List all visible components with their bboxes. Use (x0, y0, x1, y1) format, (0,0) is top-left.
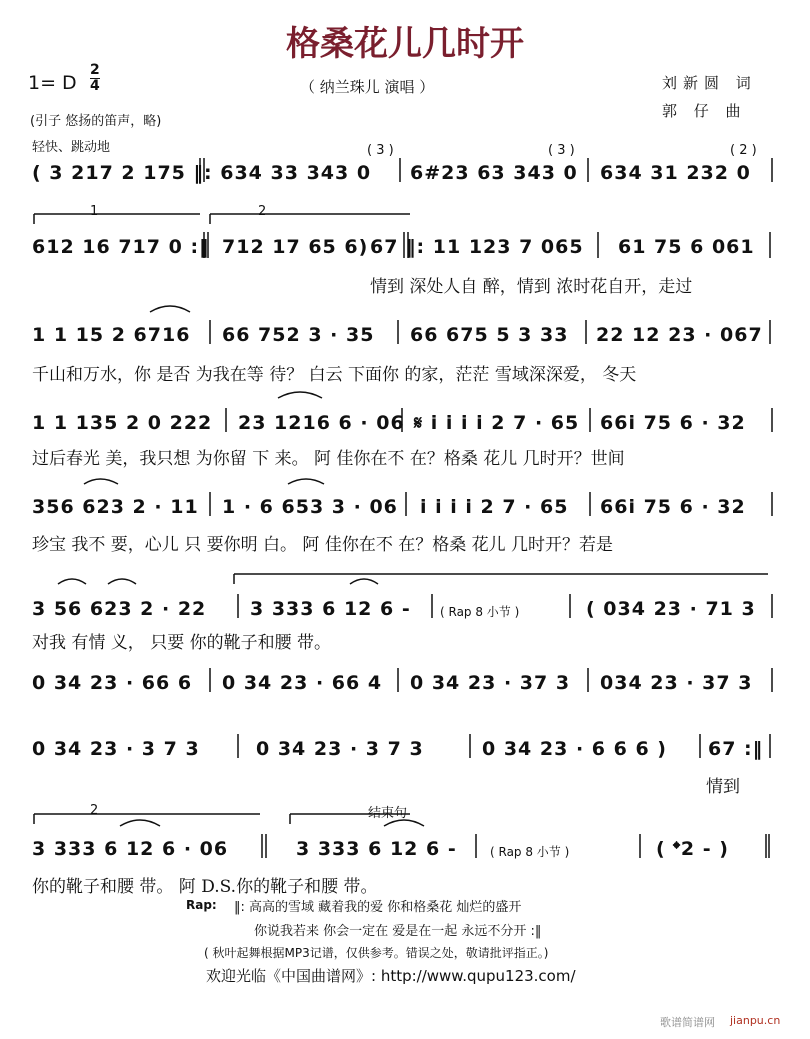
score-line-1-seg-3: 634 31 232 0 (600, 162, 751, 184)
ending-label: 结束句 (368, 806, 408, 821)
score-line-5-seg-3: i i i i 2 7 · 65 (420, 496, 569, 518)
score-line-3-seg-2: 66 752 3 · 35 (222, 324, 375, 346)
score-line-7-seg-2: 0 34 23 · 66 4 (222, 672, 383, 694)
score-line-7-seg-3: 0 34 23 · 37 3 (410, 672, 571, 694)
score-line-7-seg-4: 034 23 · 37 3 (600, 672, 753, 694)
time-signature: 2 4 (90, 62, 100, 94)
score-line-9-seg-4: ( 𝄌2 - ) (656, 838, 729, 860)
site-welcome: 欢迎光临《中国曲谱网》: http://www.qupu123.com/ (206, 967, 576, 985)
score-line-3-seg-4: 22 12 23 · 067 (596, 324, 763, 346)
volta-1-label: 1 (90, 204, 99, 219)
triplet-marker: ( 3 ) (367, 143, 394, 158)
score-line-3-seg-1: 1 1 15 2 6716 (32, 324, 191, 346)
score-line-4-seg-4: 66i 75 6 · 32 (600, 412, 746, 434)
score-line-2-seg-1: 612 16 717 0 :‖ (32, 236, 210, 258)
lyric-line-5: 对我 有情 义， 只要 你的靴子和腰 带。 (32, 633, 332, 653)
score-line-6-seg-2: 3 333 6 12 6 - (250, 598, 411, 620)
tempo-marking: 轻快、跳动地 (32, 140, 111, 155)
rap-lyric-line-1: ‖: 高高的雪域 藏着我的爱 你和格桑花 灿烂的盛开 (234, 900, 522, 915)
intro-note: (引子 悠扬的笛声，略) (30, 114, 162, 129)
score-line-5-seg-1: 356 623 2 · 11 (32, 496, 199, 518)
triplet-marker: ( 2 ) (730, 143, 757, 158)
score-line-1-seg-2: 6#23 63 343 0 (410, 162, 578, 184)
volta-2-label: 2 (90, 803, 99, 818)
score-line-2-seg-3: 67 ‖: 11 123 7 065 (370, 236, 584, 258)
score-line-6-seg-1: 3 56 623 2 · 22 (32, 598, 207, 620)
lyric-line-3: 过后春光 美，我只想 为你留 下 来。 阿 佳你在不 在？格桑 花儿 几时开？世间 (32, 449, 625, 469)
lyric-line-7: 你的靴子和腰 带。 阿 D.S.你的靴子和腰 带。 (32, 877, 378, 897)
volta-2-label: 2 (258, 204, 267, 219)
score-line-8-seg-1: 0 34 23 · 3 7 3 (32, 738, 200, 760)
score-line-5-seg-4: 66i 75 6 · 32 (600, 496, 746, 518)
watermark-url: jianpu.cn (730, 1014, 781, 1027)
rap-bars-label-2: ( Rap 8 小节 ) (490, 845, 570, 859)
score-line-3-seg-3: 66 675 5 3 33 (410, 324, 569, 346)
lyricist-credit: 刘新圆 词 (662, 74, 757, 92)
score-line-5-seg-2: 1 · 6 653 3 · 06 (222, 496, 398, 518)
rap-bars-label: ( Rap 8 小节 ) (440, 605, 520, 619)
triplet-marker: ( 3 ) (548, 143, 575, 158)
score-line-9-seg-1: 3 333 6 12 6 · 06 (32, 838, 229, 860)
score-line-4-seg-2: 23 1216 6 · 06 (238, 412, 405, 434)
singer-credit: （ 纳兰珠儿 演唱 ） (300, 78, 435, 96)
score-line-9-seg-2: 3 333 6 12 6 - (296, 838, 457, 860)
score-line-2-seg-2: 712 17 65 6) (222, 236, 369, 258)
transcription-note: ( 秋叶起舞根据MP3记谱，仅供参考。错误之处，敬请批评指正。) (204, 946, 549, 960)
watermark-text: 歌谱简谱网 (660, 1016, 715, 1029)
score-line-4-seg-3: 𝄋 i i i i 2 7 · 65 (414, 412, 580, 434)
score-line-8-seg-2: 0 34 23 · 3 7 3 (256, 738, 424, 760)
lyric-line-2: 千山和万水，你 是否 为我在等 待？ 白云 下面你 的家，茫茫 雪域深深爱， 冬天 (32, 365, 637, 385)
score-line-7-seg-1: 0 34 23 · 66 6 (32, 672, 193, 694)
lyric-line-1: 情到 深处人自 醉，情到 浓时花自开，走过 (370, 277, 693, 297)
song-title: 格桑花儿几时开 (286, 24, 524, 64)
score-line-1-seg-1: ( 3 217 2 175 ‖: 634 33 343 0 (32, 162, 372, 184)
rap-label: Rap: (186, 898, 217, 912)
composer-credit: 郭 仔 曲 (662, 102, 747, 120)
lyric-line-4: 珍宝 我不 要，心儿 只 要你明 白。 阿 佳你在不 在？格桑 花儿 几时开？若是 (32, 535, 614, 555)
score-line-6-seg-4: ( 034 23 · 71 3 (586, 598, 756, 620)
rap-lyric-line-2: 你说我若来 你会一定在 爱是在一起 永远不分开 :‖ (254, 924, 542, 939)
score-line-2-seg-4: 61 75 6 061 (618, 236, 755, 258)
key-signature: 1= D (28, 72, 77, 94)
score-line-8-seg-3: 0 34 23 · 6 6 6 ) (482, 738, 667, 760)
score-line-8-seg-4: 67 :‖ (708, 738, 764, 760)
lyric-line-6: 情到 (706, 777, 740, 797)
score-line-4-seg-1: 1 1 135 2 0 222 (32, 412, 213, 434)
